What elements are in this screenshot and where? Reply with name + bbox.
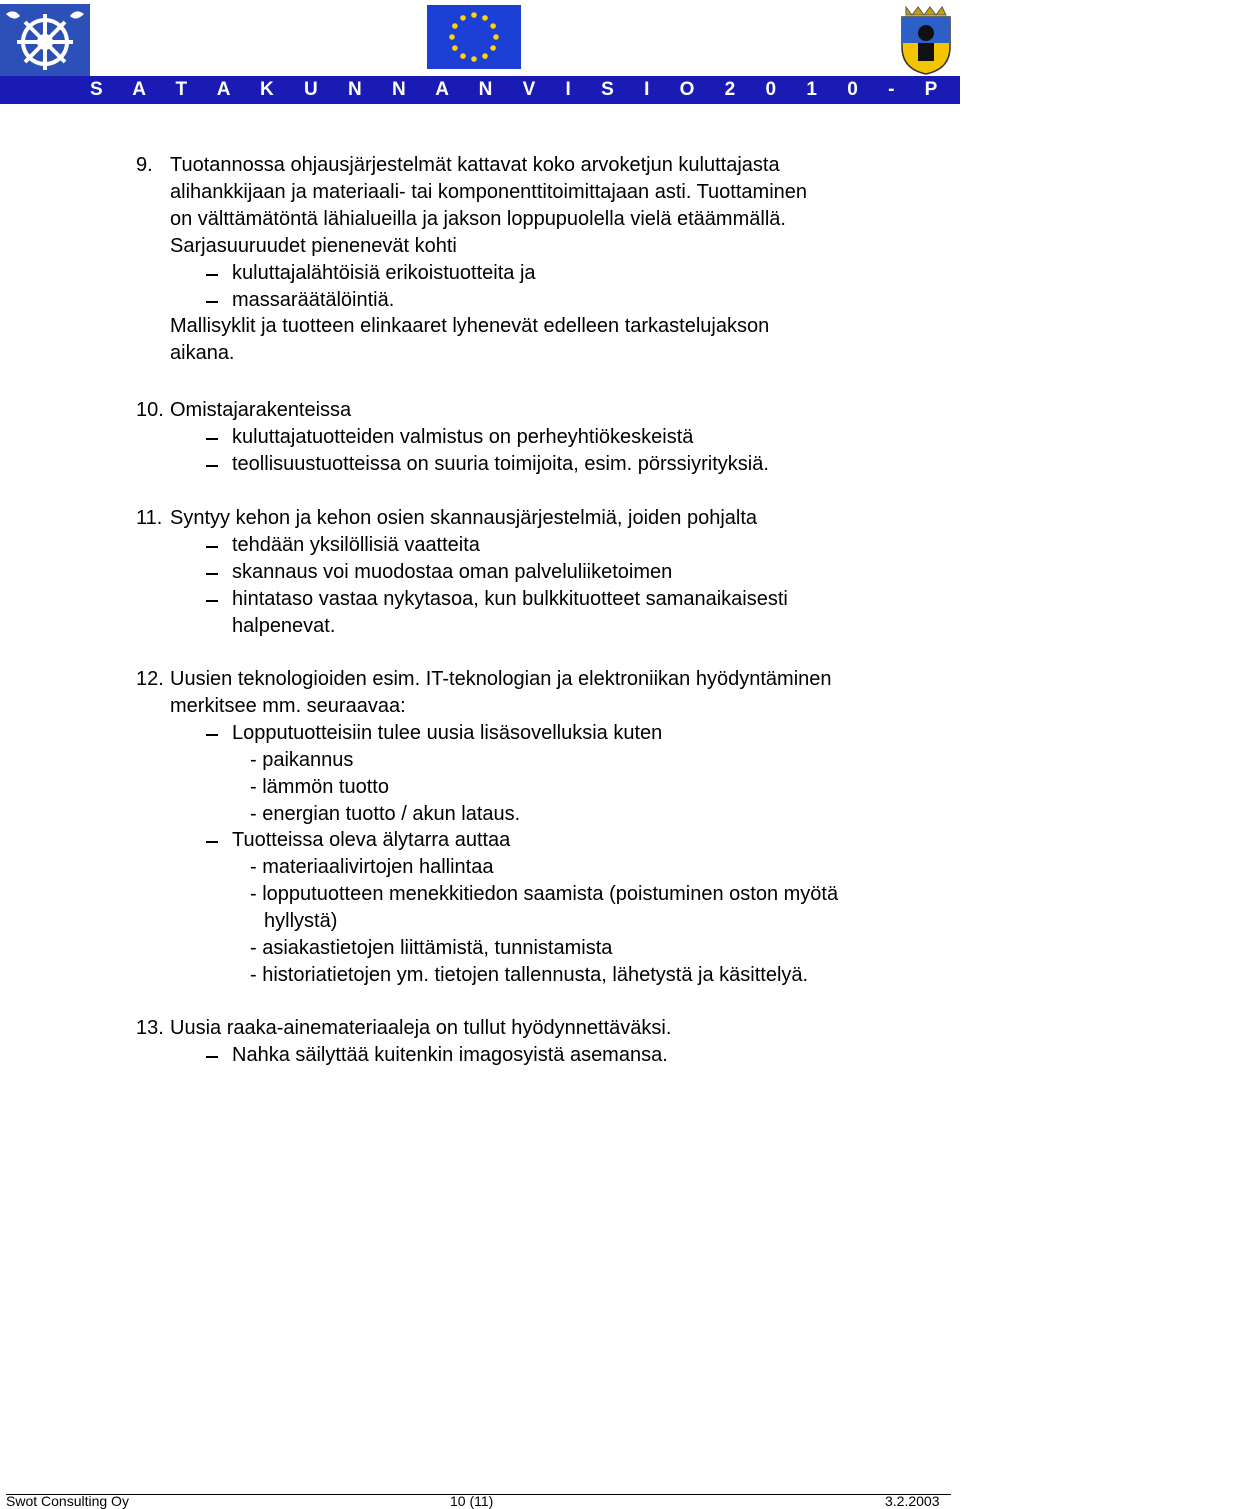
eu-star-icon (449, 34, 455, 40)
sub-item-line: - historiatietojen ym. tietojen tallennusta, lähetystä ja käsittelyä. (250, 963, 809, 986)
footer-company: Swot Consulting Oy (6, 1493, 129, 1509)
bullet-line: kuluttajatuotteiden valmistus on perheyhtiökeskeistä (136, 424, 956, 451)
eu-star-icon (482, 53, 488, 59)
paragraph-line: on välttämätöntä lähialueilla ja jakson loppupuolella vielä etäämmällä. (170, 207, 786, 230)
bullet-line: Tuotteissa oleva älytarra auttaa (136, 827, 956, 854)
bullet-line: kuluttajalähtöisiä erikoistuotteita ja (136, 260, 956, 287)
sub-item-line: - energian tuotto / akun lataus. (250, 802, 521, 825)
page-header (0, 0, 1244, 104)
sub-item-line: - lämmön tuotto (250, 775, 389, 798)
footer-date: 3.2.2003 (885, 1493, 940, 1509)
paragraph-line: Syntyy kehon ja kehon osien skannausjärjestelmiä, joiden pohjalta (170, 507, 758, 529)
bullet-line: skannaus voi muodostaa oman palveluliiketoimen (136, 559, 956, 586)
paragraph-line: Uusien teknologioiden esim. IT-teknologian ja elektroniikan hyödyntäminen (170, 668, 832, 690)
sub-item-continuation: hyllystä) (264, 910, 338, 933)
eu-star-icon (452, 45, 458, 51)
paragraph-line: Uusia raaka-ainemateriaaleja on tullut hyödynnettäväksi. (170, 1017, 672, 1039)
paragraph-line: Tuotannossa ohjausjärjestelmät kattavat koko arvoketjun kuluttajasta (170, 154, 780, 176)
eu-star-icon (471, 56, 477, 62)
satakunta-logo-icon (0, 4, 90, 76)
bullet-line: Lopputuotteisiin tulee uusia lisäsovelluksia kuten (136, 720, 956, 747)
eu-star-icon (493, 34, 499, 40)
eu-star-icon (482, 15, 488, 21)
paragraph-line: merkitsee mm. seuraavaa: (170, 694, 406, 717)
project-banner (0, 76, 1244, 104)
paragraph-line: Omistajarakenteissa (170, 399, 352, 421)
paragraph-line: alihankkijaan ja materiaali- tai komponenttitoimittajaan asti. Tuottaminen (170, 180, 808, 203)
eu-star-icon (490, 45, 496, 51)
list-item (136, 397, 956, 478)
coat-of-arms-icon (898, 3, 954, 75)
list-item-number: 11. (136, 507, 163, 529)
eu-flag-icon (427, 5, 521, 69)
sub-item-line: - paikannus (250, 748, 354, 771)
list-item-number: 9. (136, 154, 153, 176)
list-item (136, 666, 956, 989)
bullet-line: hintataso vastaa nykytasoa, kun bulkkituotteet samanaikaisesti (136, 586, 956, 613)
list-item (136, 505, 956, 640)
sub-item-line: - lopputuotteen menekkitiedon saamista (poistuminen oston myötä (250, 883, 839, 906)
sub-item-line: - asiakastietojen liittämistä, tunnistamista (250, 937, 613, 960)
list-item (136, 1015, 956, 1069)
eu-star-icon (460, 15, 466, 21)
bullet-continuation: halpenevat. (232, 614, 336, 637)
list-item-number: 12. (136, 668, 164, 690)
bullet-line: teollisuustuotteissa on suuria toimijoita, esim. pörssiyrityksiä. (136, 451, 956, 478)
eu-star-icon (460, 53, 466, 59)
eu-star-icon (490, 23, 496, 29)
bullet-line: massaräätälöintiä. (136, 287, 956, 314)
banner-title: S A T A K U N N A N V I S I O 2 0 1 0 - P R O J E K T I (90, 79, 1244, 100)
paragraph-line: aikana. (170, 342, 235, 365)
paragraph-line: Sarjasuuruudet pienenevät kohti (170, 234, 457, 257)
bullet-line: Nahka säilyttää kuitenkin imagosyistä asemansa. (136, 1042, 956, 1069)
list-item-number: 10. (136, 399, 164, 421)
footer-page-number: 10 (11) (450, 1493, 494, 1509)
eu-star-icon (471, 12, 477, 18)
eu-star-icon (452, 23, 458, 29)
list-item-number: 13. (136, 1017, 164, 1039)
paragraph-line: Mallisyklit ja tuotteen elinkaaret lyhenevät edelleen tarkastelujakson (170, 315, 770, 338)
bullet-line: tehdään yksilöllisiä vaatteita (136, 532, 956, 559)
list-item (136, 152, 956, 367)
sub-item-line: - materiaalivirtojen hallintaa (250, 856, 494, 879)
